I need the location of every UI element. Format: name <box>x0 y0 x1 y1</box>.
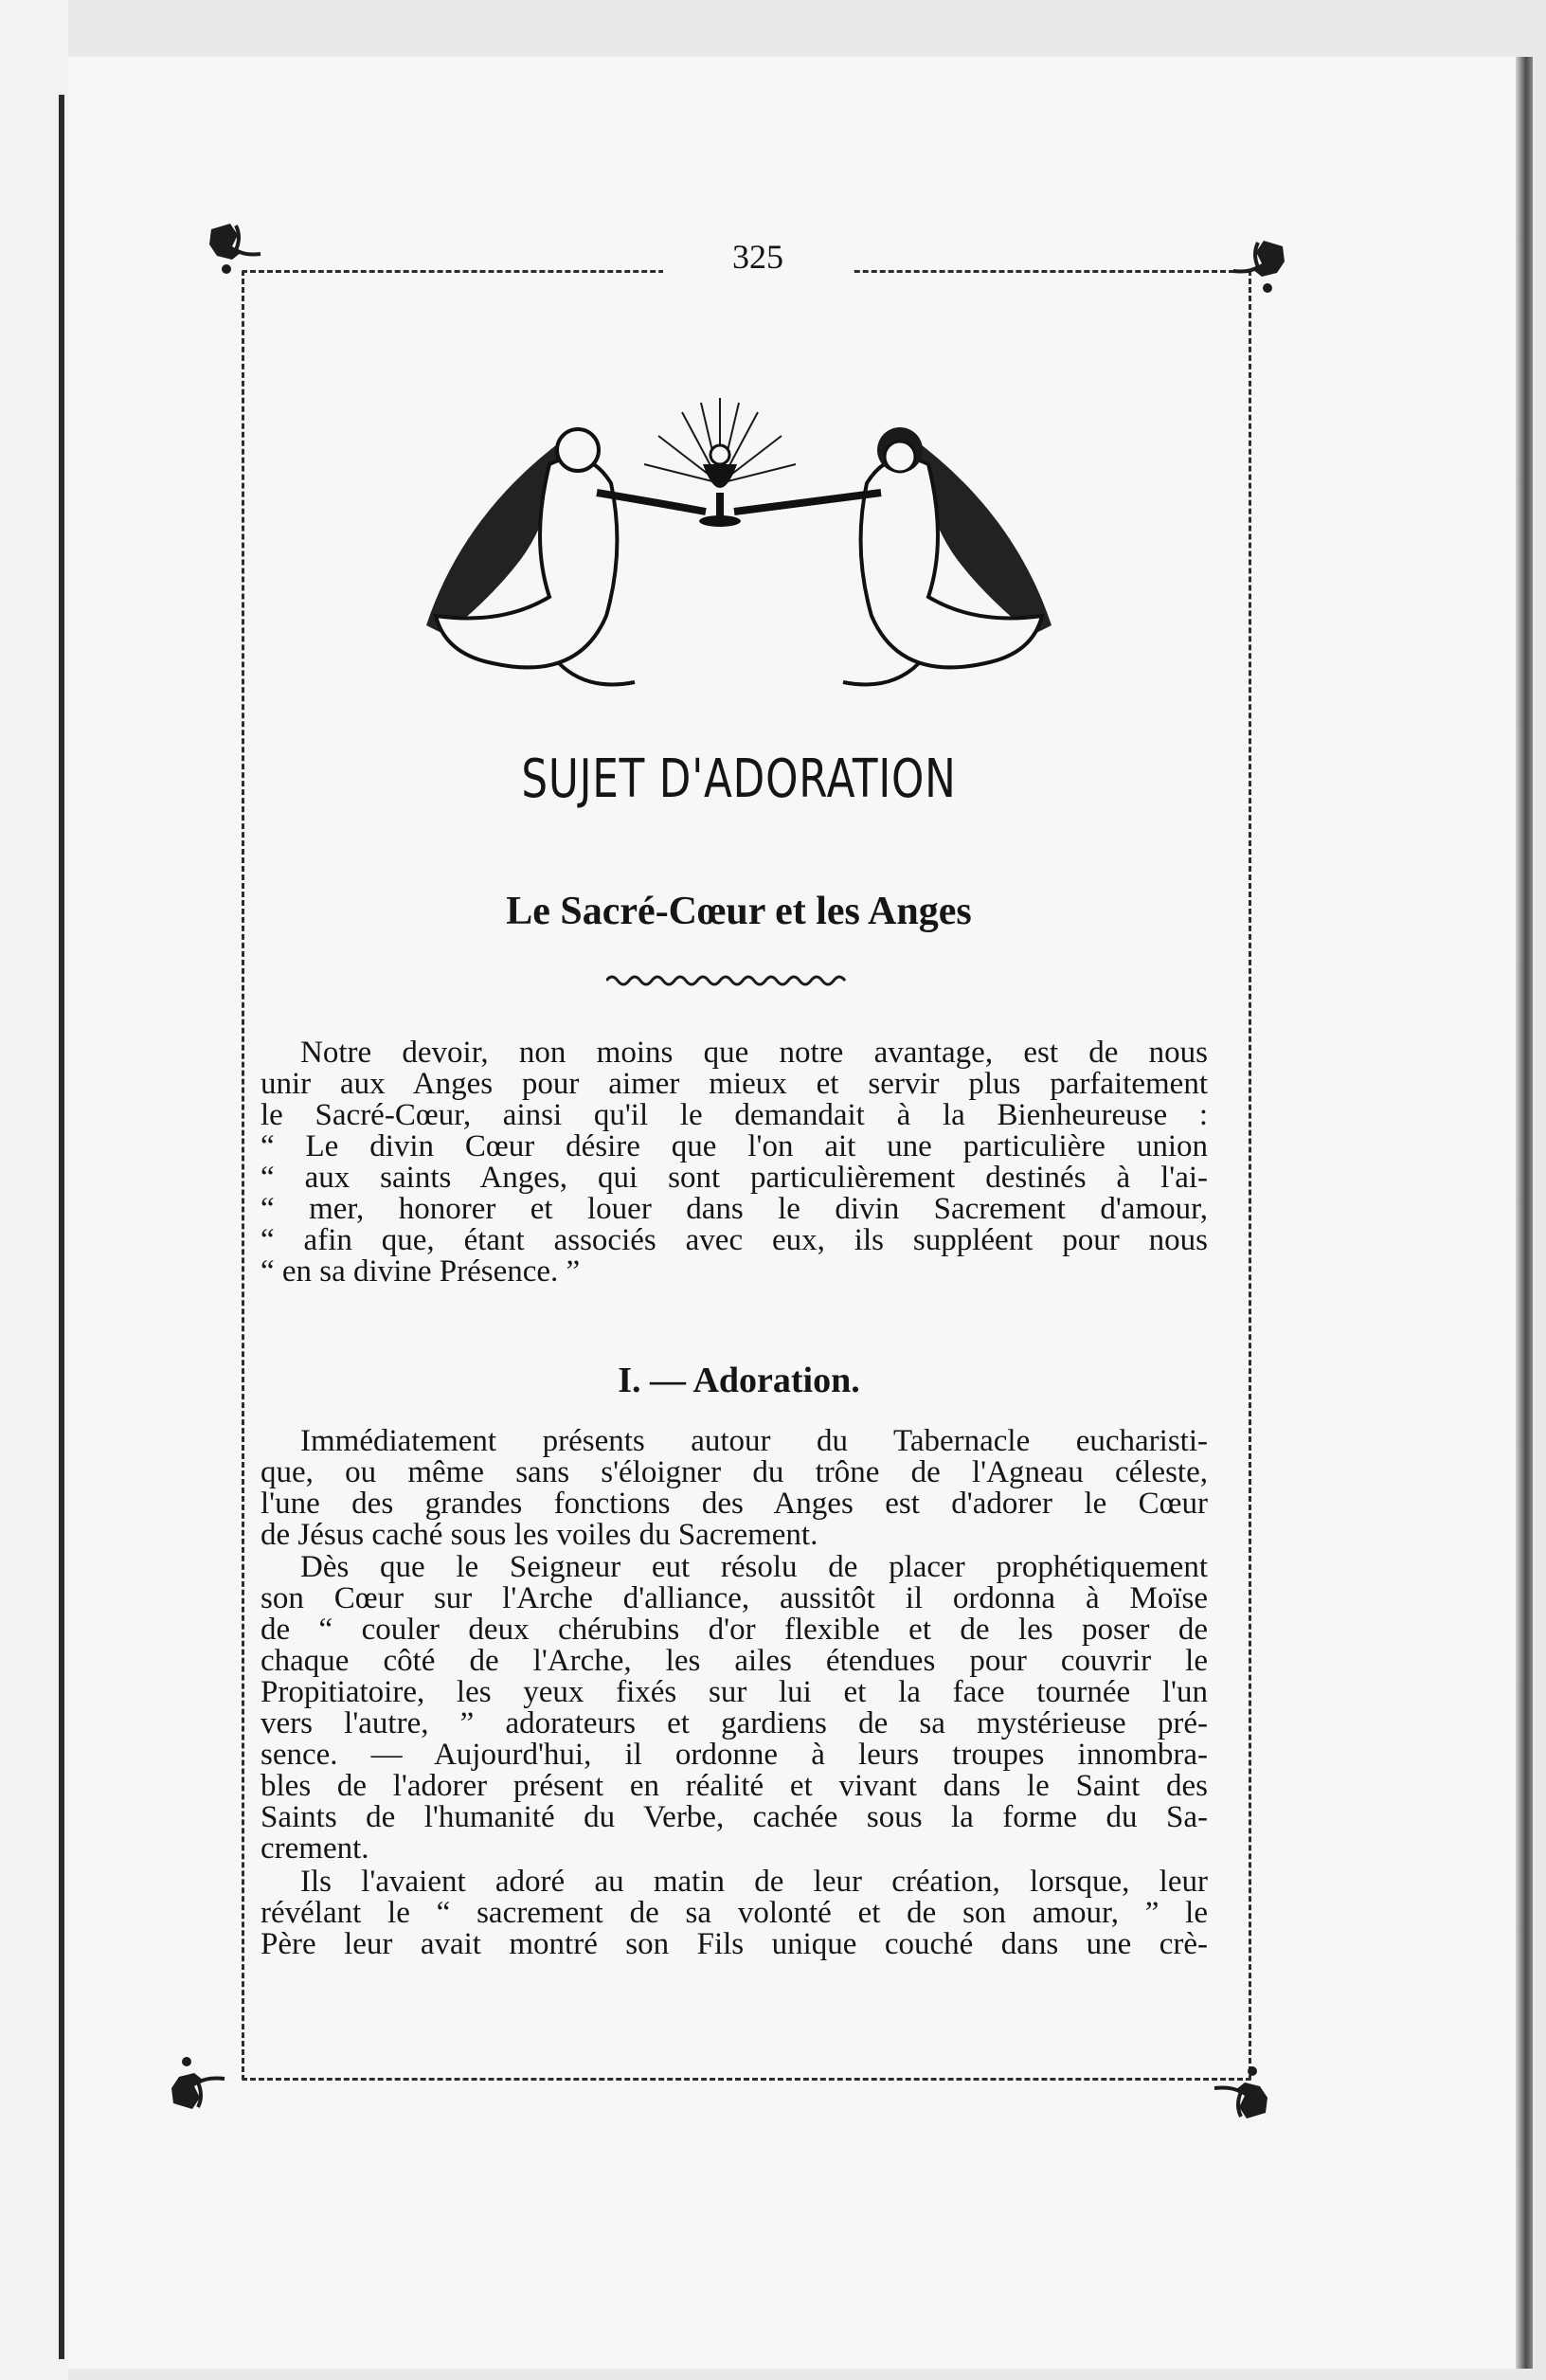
text-line: révélant le “ sacrement de sa volonté et de son amour, ” le <box>261 1896 1208 1930</box>
text-line: “ afin que, étant associés avec eux, ils suppléent pour nous <box>261 1223 1208 1257</box>
page-stack-edge <box>1516 57 1533 2369</box>
paragraph-1 <box>261 1426 1208 1551</box>
text-line: sence. — Aujourd'hui, il ordonne à leurs troupes innombra- <box>261 1738 1208 1772</box>
text-line: “ mer, honorer et louer dans le divin Sacrement d'amour, <box>261 1192 1208 1226</box>
corner-ornament-bottom-right <box>1205 2056 1273 2124</box>
paragraph-3 <box>261 1866 1208 1960</box>
main-title: SUJET D'ADORATION <box>521 748 957 810</box>
intro-paragraph <box>261 1037 1208 1288</box>
angels-chalice-vignette <box>407 379 1070 701</box>
text-line: que, ou même sans s'éloigner du trône de l'Agneau céleste, <box>261 1455 1208 1489</box>
text-line: crement. <box>261 1831 369 1866</box>
text-line: Notre devoir, non moins que notre avantage, est de nous <box>300 1036 1208 1070</box>
text-line: Immédiatement présents autour du Tabernacle eucharisti- <box>300 1424 1208 1458</box>
text-line: Dès que le Seigneur eut résolu de placer prophétiquement <box>300 1550 1208 1584</box>
corner-ornament-bottom-left <box>166 2046 234 2115</box>
binding-rule <box>59 95 64 2359</box>
text-line: unir aux Anges pour aimer mieux et servir plus parfaitement <box>261 1067 1208 1101</box>
text-line: de Jésus caché sous les voiles du Sacrement. <box>261 1518 818 1552</box>
subtitle: Le Sacré-Cœur et les Anges <box>506 890 972 933</box>
page-number: 325 <box>663 237 853 277</box>
text-line: “ en sa divine Présence. ” <box>261 1254 581 1289</box>
text-line: “ aux saints Anges, qui sont particulièrement destinés à l'ai- <box>261 1161 1208 1195</box>
text-line: son Cœur sur l'Arche d'alliance, aussitôt il ordonna à Moïse <box>261 1581 1208 1615</box>
text-line: bles de l'adorer présent en réalité et vivant dans le Saint des <box>261 1769 1208 1803</box>
text-line: Ils l'avaient adoré au matin de leur création, lorsque, leur <box>300 1865 1208 1899</box>
text-line: Saints de l'humanité du Verbe, cachée sous la forme du Sa- <box>261 1800 1208 1834</box>
text-line: l'une des grandes fonctions des Anges est d'adorer le Cœur <box>261 1487 1208 1521</box>
text-line: vers l'autre, ” adorateurs et gardiens de sa mystérieuse pré- <box>261 1706 1208 1740</box>
text-line: le Sacré-Cœur, ainsi qu'il le demandait à la Bienheureuse : <box>261 1098 1208 1132</box>
paragraph-2 <box>261 1552 1208 1865</box>
text-line: “ Le divin Cœur désire que l'on ait une particulière union <box>261 1129 1208 1163</box>
text-line: Propitiatoire, les yeux fixés sur lui et la face tournée l'un <box>261 1675 1208 1709</box>
corner-ornament-top-left <box>204 218 272 286</box>
text-line: de “ couler deux chérubins d'or flexible et de les poser de <box>261 1613 1208 1647</box>
corner-ornament-top-right <box>1222 235 1290 303</box>
wavy-divider <box>606 971 853 990</box>
section-heading: I. — Adoration. <box>618 1361 860 1400</box>
text-line: Père leur avait montré son Fils unique couché dans une crè- <box>261 1927 1208 1961</box>
text-line: chaque côté de l'Arche, les ailes étendues pour couvrir le <box>261 1644 1208 1678</box>
